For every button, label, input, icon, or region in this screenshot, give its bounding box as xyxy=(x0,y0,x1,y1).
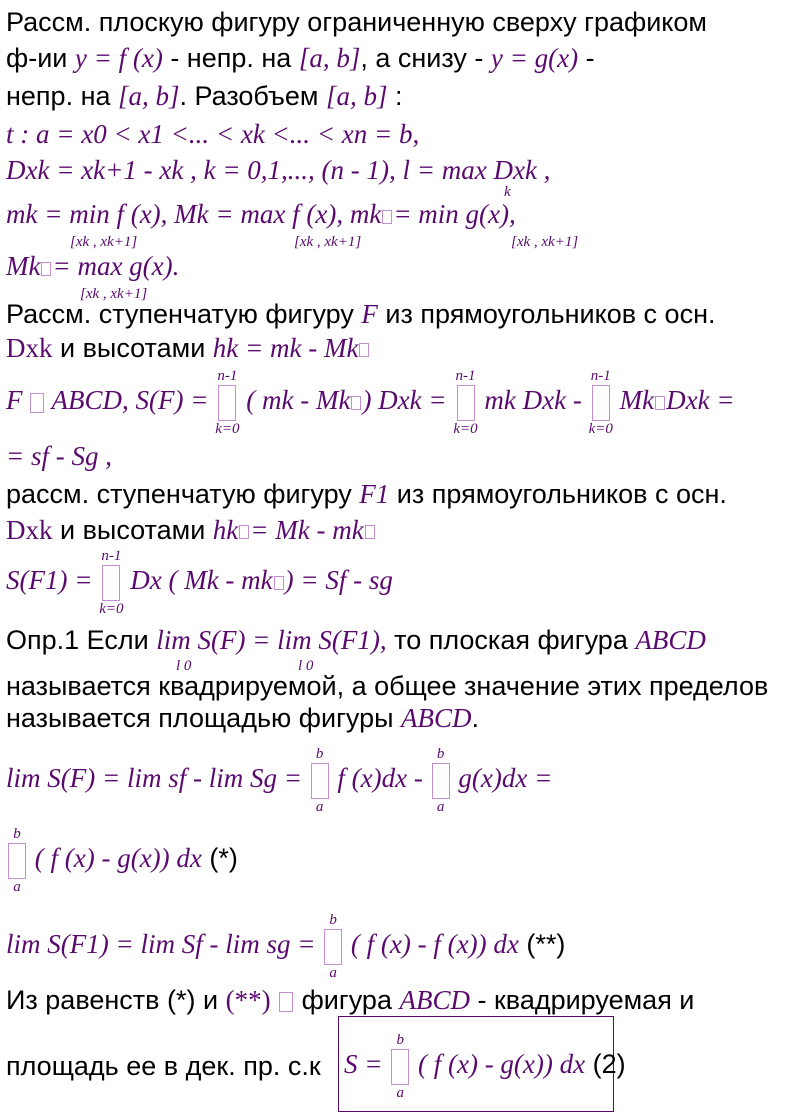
label: (2) xyxy=(585,1049,626,1079)
integral-lower: a xyxy=(13,878,21,895)
text: то плоская фигура xyxy=(386,625,636,655)
text-line-8 xyxy=(6,298,715,330)
text: Рассм. ступенчатую фигуру xyxy=(6,299,362,329)
prime-glyph-icon xyxy=(41,262,51,276)
range-subscript: [xk , xk+1] xyxy=(294,234,362,250)
sum-upper: n-1 xyxy=(101,548,122,564)
text: Из равенств (*) и xyxy=(6,985,226,1015)
text-line-12 xyxy=(6,478,727,510)
text-line-3 xyxy=(6,80,403,112)
text: Рассм. плоскую фигуру ограниченную сверху графиком xyxy=(6,7,707,37)
integral-glyph-icon xyxy=(311,763,329,799)
formula: hk xyxy=(212,515,239,545)
formula: y = f (x) xyxy=(74,43,163,73)
text: и высотами xyxy=(52,515,213,545)
subset-glyph-icon xyxy=(30,393,44,413)
text: непр. на xyxy=(6,81,118,111)
formula: g(x)dx = xyxy=(458,763,553,793)
text: Опр.1 Если xyxy=(6,625,157,655)
text: площадь ее в дек. пр. с.к xyxy=(6,1051,321,1081)
formula: ) = Sf - sg xyxy=(284,565,393,596)
formula: ( f (x) - g(x)) dx xyxy=(417,1049,586,1079)
integral-symbol xyxy=(430,746,452,816)
formula: ABCD xyxy=(399,985,470,1015)
lim-subscript: l 0 xyxy=(298,658,314,674)
sigma-glyph-icon xyxy=(592,385,610,421)
sigma-glyph-icon xyxy=(102,565,120,601)
formula: = sf - Sg , xyxy=(6,441,112,471)
formula: ( f (x) - g(x)) dx xyxy=(34,843,202,873)
text: ф-ии xyxy=(6,43,68,73)
integral-upper: b xyxy=(329,911,337,928)
sum-upper: n-1 xyxy=(217,368,238,384)
formula: ) Dxk = xyxy=(362,385,447,416)
sum-symbol xyxy=(99,548,123,618)
text: рассм. ступенчатую фигуру xyxy=(6,479,360,509)
integral-glyph-icon xyxy=(432,763,450,799)
text: называется квадрируемой, а общее значение этих пределов xyxy=(6,671,769,701)
text-line-1 xyxy=(6,6,707,38)
sigma-glyph-icon xyxy=(457,385,475,421)
sum-lower: k=0 xyxy=(99,601,124,617)
prime-glyph-icon xyxy=(274,576,284,590)
integral-symbol xyxy=(309,746,331,816)
sum-symbol xyxy=(589,368,613,438)
formula: S = xyxy=(344,1049,383,1079)
formula: ABCD xyxy=(635,625,706,655)
text: , а снизу - xyxy=(360,43,491,73)
integral-glyph-icon xyxy=(8,843,26,879)
formula: Dxk xyxy=(6,515,53,545)
formula: Mk xyxy=(6,251,41,281)
text: . xyxy=(471,703,480,733)
prime-glyph-icon xyxy=(365,525,375,539)
formula-star xyxy=(6,818,238,898)
integral-symbol xyxy=(6,826,28,896)
prime-glyph-icon xyxy=(382,210,392,224)
text-line-2 xyxy=(6,42,595,74)
text: фигура xyxy=(301,985,400,1015)
formula: ( mk - Mk xyxy=(246,385,351,416)
formula: = min g(x), xyxy=(393,199,516,229)
sum-symbol xyxy=(453,368,477,438)
text-line-13 xyxy=(6,514,376,546)
definition-line-1 xyxy=(6,624,706,674)
lim-subscript: l 0 xyxy=(176,658,192,674)
formula: = Mk - mk xyxy=(250,515,364,545)
text: - квадрируемая и xyxy=(469,985,695,1015)
prime-glyph-icon xyxy=(239,525,249,539)
formula-area-F1 xyxy=(6,548,393,618)
text: называется площадью фигуры xyxy=(6,703,402,733)
text: . Разобъем xyxy=(179,81,326,111)
integral-lower: a xyxy=(396,1084,404,1101)
formula: Mk xyxy=(619,385,655,416)
formula: lim S(F) = lim S(F1), xyxy=(156,625,387,655)
formula: (**) xyxy=(225,985,271,1015)
formula: [a, b] xyxy=(325,81,388,111)
integral-lower: a xyxy=(315,798,324,815)
formula: F xyxy=(6,385,23,416)
formula: lim S(F1) = lim Sf - lim sg = xyxy=(6,929,316,959)
formula: t : a = x0 < x1 <... < xk <... < xn = b, xyxy=(6,119,420,149)
sigma-glyph-icon xyxy=(218,385,236,421)
prime-glyph-icon xyxy=(655,396,665,410)
formula: ABCD, S(F) = xyxy=(51,385,209,416)
sum-symbol xyxy=(215,368,239,438)
text: - xyxy=(578,43,595,73)
sum-lower: k=0 xyxy=(215,421,240,437)
prime-glyph-icon xyxy=(359,343,369,357)
formula: ( f (x) - f (x)) dx xyxy=(350,929,519,959)
formula: S(F1) = xyxy=(6,565,93,596)
text: из прямоугольников с осн. xyxy=(389,479,727,509)
formula-max-g xyxy=(6,250,180,302)
formula: [a, b] xyxy=(118,81,180,111)
integral-upper: b xyxy=(315,745,324,762)
sum-upper: n-1 xyxy=(455,368,476,384)
implies-glyph-icon xyxy=(279,992,293,1012)
text: - непр. на xyxy=(162,43,299,73)
text: : xyxy=(387,81,403,111)
formula: hk = mk - Mk xyxy=(212,333,359,363)
integral-glyph-icon xyxy=(324,929,342,965)
label: (**) xyxy=(518,929,566,959)
formula-delta xyxy=(6,154,551,200)
formula: F xyxy=(361,299,378,329)
integral-upper: b xyxy=(13,825,21,842)
text: из прямоугольников с осн. xyxy=(377,299,716,329)
formula: f (x)dx - xyxy=(337,763,423,793)
formula-area-F xyxy=(6,368,735,438)
integral-upper: b xyxy=(436,745,445,762)
formula-min-max xyxy=(6,198,579,250)
definition-line-3 xyxy=(6,702,479,734)
formula-sf-Sg xyxy=(6,440,112,472)
prime-glyph-icon xyxy=(351,396,361,410)
formula: Dx ( Mk - mk xyxy=(130,565,273,596)
text: и высотами xyxy=(52,333,213,363)
sum-lower: k=0 xyxy=(453,421,478,437)
formula: F1 xyxy=(359,479,390,509)
integral-lower: a xyxy=(436,798,445,815)
integral-symbol xyxy=(389,1032,411,1102)
text-line-9 xyxy=(6,332,370,364)
sum-upper: n-1 xyxy=(590,368,611,384)
max-subscript: k xyxy=(504,184,511,200)
formula: Dxk = xk+1 - xk , k = 0,1,..., (n - 1), l = max Dxk , xyxy=(6,155,551,185)
formula: Dxk = xyxy=(666,385,735,416)
formula: Dxk xyxy=(6,333,53,363)
formula: = max g(x). xyxy=(52,251,180,281)
formula-partition xyxy=(6,118,419,150)
integral-symbol xyxy=(322,912,344,982)
formula-area-result xyxy=(344,1020,626,1108)
integral-lower: a xyxy=(329,964,337,981)
conclusion-line-1 xyxy=(6,984,694,1016)
formula: mk = min f (x), Mk = max f (x), mk xyxy=(6,199,382,229)
range-subscript: [xk , xk+1] xyxy=(70,234,138,250)
formula: ABCD xyxy=(401,703,472,733)
range-subscript: [xk , xk+1] xyxy=(511,234,579,250)
formula: mk Dxk - xyxy=(484,385,582,416)
definition-line-2 xyxy=(6,670,768,702)
formula: lim S(F) = lim sf - lim Sg = xyxy=(6,763,302,793)
label: (*) xyxy=(201,843,238,873)
formula: [a, b] xyxy=(298,43,361,73)
integral-glyph-icon xyxy=(391,1049,409,1085)
range-subscript: [xk , xk+1] xyxy=(80,286,148,302)
conclusion-line-2 xyxy=(6,1050,321,1082)
formula: y = g(x) xyxy=(490,43,579,73)
integral-upper: b xyxy=(396,1031,404,1048)
formula-limit-F xyxy=(6,738,552,818)
sum-lower: k=0 xyxy=(588,421,613,437)
formula-limit-F1 xyxy=(6,904,565,984)
